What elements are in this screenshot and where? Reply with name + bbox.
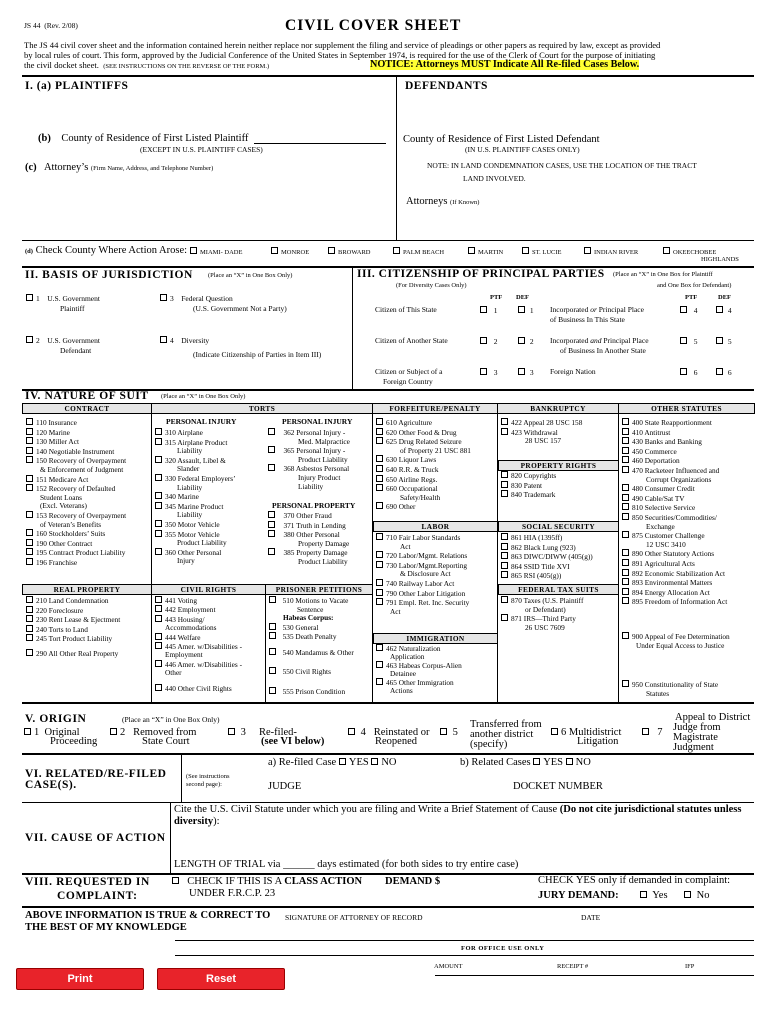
habeas-label: Habeas Corpus: [283, 613, 334, 623]
list-item[interactable]: 153 Recovery of Overpayment [26, 511, 126, 521]
citizenship-note-2: and One Box for Defendant) [657, 282, 732, 289]
list-item[interactable]: 355 Motor Vehicle [155, 530, 236, 540]
origin-5-a: Transferred from [470, 719, 542, 730]
social-security-header: SOCIAL SECURITY [498, 521, 619, 532]
r3-ptf2[interactable]: 6 [680, 368, 698, 377]
trial-length: LENGTH OF TRIAL via ______ days estimated (for both sides to try entire case) [174, 859, 519, 870]
citizen-another-state: Citizen of Another State [375, 336, 448, 345]
citizen-foreign: Citizen or Subject of a [375, 367, 443, 376]
jury-yes[interactable]: Yes [640, 891, 668, 902]
list-item[interactable]: 110 Insurance [26, 418, 126, 428]
list-item[interactable]: 470 Racketeer Influenced and [622, 466, 727, 476]
list-item[interactable]: 140 Negotiable Instrument [26, 447, 126, 457]
list-item-cont: & Enforcement of Judgment [40, 464, 124, 474]
intro-line-1: The JS 44 civil cover sheet and the information contained herein neither replace nor supplement the filing and service of pleadings or other papers as required by law, except as provided [24, 40, 661, 50]
list-item-cont: Sentence [297, 604, 324, 614]
list-item[interactable]: 310 Airplane [155, 428, 236, 438]
list-item[interactable]: 875 Customer Challenge [622, 531, 727, 541]
jury-no[interactable]: No [684, 891, 709, 902]
county-miami[interactable]: MIAMI- DADE [190, 247, 242, 257]
county-broward[interactable]: BROWARD [328, 247, 371, 257]
list-item-cont: Statutes [646, 688, 670, 698]
list-item[interactable]: 690 Other [376, 502, 471, 512]
immigration-header: IMMIGRATION [373, 633, 498, 644]
list-item[interactable]: 410 Antitrust [622, 428, 727, 438]
list-item-cont: 28 USC 157 [525, 436, 562, 446]
list-item[interactable]: 362 Personal Injury - [268, 428, 350, 438]
list-item[interactable]: 630 Liquor Laws [376, 455, 471, 465]
amount-label: AMOUNT [434, 963, 463, 970]
list-item[interactable]: 190 Other Contract [26, 539, 126, 549]
r3-def2[interactable]: 6 [716, 368, 732, 377]
county-okeechobee[interactable]: OKEECHOBEE [663, 247, 716, 257]
list-item[interactable]: 550 Civil Rights [269, 667, 354, 677]
notice: NOTICE: Attorneys MUST Indicate All Re-filed Cases Below. [370, 59, 640, 70]
property-rights-list [501, 471, 556, 500]
list-item-cont: Detainee [390, 669, 416, 678]
intro-line-2: by local rules of court. This form, approved by the Judicial Conference of the United States in September 1974, is required for the use of the Clerk of Court for the purpose of initiating [24, 50, 656, 60]
list-item-cont: Accommodations [165, 623, 217, 633]
r3-ptf[interactable]: 3 [480, 368, 498, 377]
docket-label: DOCKET NUMBER [513, 781, 603, 792]
list-item[interactable]: 230 Rent Lease & Ejectment [26, 615, 120, 625]
list-item[interactable]: 400 State Reapportionment [622, 418, 727, 428]
labor-list [376, 533, 469, 616]
list-item-cont: Liability [177, 482, 203, 492]
r2-corp: Incorporated and Principal Place [550, 336, 649, 345]
r2-corp-sub: of Business In Another State [560, 346, 646, 355]
pi-header: PERSONAL INJURY [166, 417, 237, 426]
list-item-cont: Product Liability [177, 538, 227, 548]
list-item[interactable]: 462 Naturalization [376, 644, 462, 653]
list-item-cont: or Defendant) [525, 604, 566, 614]
prisoner-header: PRISONER PETITIONS [265, 584, 373, 595]
federal-tax-list [501, 596, 583, 632]
pp-list [268, 511, 349, 567]
list-item[interactable]: 861 HIA (1395ff) [501, 533, 593, 543]
requested-heading: VIII. REQUESTED IN [25, 876, 150, 888]
list-item-cont: Corrupt Organizations [646, 474, 712, 484]
list-item[interactable]: 555 Prison Condition [269, 687, 354, 697]
page-title: CIVIL COVER SHEET [285, 17, 462, 34]
list-item[interactable]: 950 Constitutionality of State [622, 680, 718, 690]
list-item[interactable]: 444 Welfare [155, 633, 242, 642]
cause-heading: VII. CAUSE OF ACTION [25, 832, 166, 844]
federal-tax-header: FEDERAL TAX SUITS [498, 584, 619, 595]
list-item[interactable]: 650 Airline Regs. [376, 475, 471, 485]
origin-7-b: Judge from [673, 722, 721, 733]
list-item-cont: Actions [390, 686, 413, 695]
list-item[interactable]: 152 Recovery of Defaulted [26, 484, 126, 494]
county-monroe[interactable]: MONROE [271, 247, 309, 257]
origin-5-c: (specify) [470, 739, 508, 750]
r1-def2[interactable]: 4 [716, 306, 732, 315]
list-item[interactable]: 443 Housing/ [155, 615, 242, 624]
r3-def[interactable]: 3 [518, 368, 534, 377]
r2-def[interactable]: 2 [518, 337, 534, 346]
list-item-cont: Liability [298, 481, 324, 491]
origin-2-sub: State Court [142, 736, 190, 747]
origin-5-b: another district [470, 729, 534, 740]
forfeiture-header: FORFEITURE/PENALTY [372, 403, 498, 414]
list-item[interactable]: 360 Other Personal [155, 548, 236, 558]
list-item[interactable]: 862 Black Lung (923) [501, 543, 593, 553]
citizenship-heading: III. CITIZENSHIP OF PRINCIPAL PARTIES [357, 268, 605, 280]
list-item[interactable]: 442 Employment [155, 605, 242, 614]
jurisdiction-opt-1-sub: Plaintiff [60, 304, 85, 313]
origin-7[interactable]: 7 [642, 728, 663, 739]
signature-label: SIGNATURE OF ATTORNEY OF RECORD [285, 913, 423, 922]
list-item[interactable]: 160 Stockholders’ Suits [26, 529, 126, 539]
origin-4[interactable]: 4 Reinstated or [348, 728, 429, 739]
contract-list [26, 418, 126, 568]
jurisdiction-opt-3-sub: (U.S. Government Not a Party) [193, 304, 287, 313]
land-note-1: NOTE: IN LAND CONDEMNATION CASES, USE THE LOCATION OF THE TRACT [427, 161, 697, 170]
above-info-1: ABOVE INFORMATION IS TRUE & CORRECT TO [25, 910, 271, 921]
related-heading: VI. RELATED/RE-FILED [25, 768, 167, 780]
origin-7-d: Judgment [673, 742, 714, 753]
list-item-cont: Property Damage [298, 538, 350, 548]
defendant-county-note: (IN U.S. PLAINTIFF CASES ONLY) [465, 145, 580, 154]
ptf-header-2: PTF [685, 294, 698, 301]
list-item[interactable]: 365 Personal Injury - [268, 446, 350, 456]
origin-3-sub: (see VI below) [261, 736, 325, 747]
r2-ptf2[interactable]: 5 [680, 337, 698, 346]
county-indian-river[interactable]: INDIAN RIVER [584, 247, 638, 257]
county-palm-beach[interactable]: PALM BEACH [393, 247, 444, 257]
list-item[interactable]: 894 Energy Allocation Act [622, 588, 727, 598]
list-item[interactable]: 340 Marine [155, 492, 236, 502]
list-item[interactable]: 864 SSID Title XVI [501, 562, 593, 572]
list-item[interactable]: 450 Commerce [622, 447, 727, 457]
origin-6-sub: Litigation [577, 736, 619, 747]
list-item[interactable]: 430 Banks and Banking [622, 437, 727, 447]
list-item[interactable]: 330 Federal Employers’ [155, 474, 236, 484]
list-item[interactable]: 320 Assault, Libel & [155, 456, 236, 466]
county-st-lucie[interactable]: ST. LUCIE [522, 247, 562, 257]
real-property-header: REAL PROPERTY [22, 584, 152, 595]
pi2-list [268, 428, 350, 491]
list-item[interactable]: 422 Appeal 28 USC 158 [501, 418, 582, 428]
r2-def2[interactable]: 5 [716, 337, 732, 346]
list-item[interactable]: 610 Agriculture [376, 418, 471, 428]
list-item[interactable]: 900 Appeal of Fee Determination [622, 632, 730, 642]
list-item[interactable]: 891 Agricultural Acts [622, 559, 727, 569]
origin-3[interactable]: 3 Re-filed- [228, 728, 297, 739]
jury-demand-label: JURY DEMAND: [538, 890, 619, 901]
list-item[interactable]: 710 Fair Labor Standards [376, 533, 469, 543]
list-item[interactable]: 640 R.R. & Truck [376, 465, 471, 475]
citizenship-note-1: (Place an “X” in One Box for Plaintiff [613, 271, 713, 278]
plaintiff-county-field[interactable] [254, 143, 386, 144]
list-item[interactable]: 460 Deportation [622, 456, 727, 466]
list-item-cont: Student Loans [40, 492, 82, 502]
list-item[interactable]: 871 IRS—Third Party [501, 614, 583, 624]
related-heading-2: CASE(S). [25, 779, 77, 791]
list-item[interactable]: 290 All Other Real Property [26, 649, 120, 659]
list-item[interactable]: 350 Motor Vehicle [155, 520, 236, 530]
list-item[interactable]: 863 DIWC/DIWW (405(g)) [501, 552, 593, 562]
origin-7-c: Magistrate [673, 732, 718, 743]
ptf-header: PTF [490, 294, 503, 301]
list-item-cont: Med. Malpractice [298, 436, 350, 446]
list-item[interactable]: 625 Drug Related Seizure [376, 437, 471, 447]
plaintiff-county-note: (EXCEPT IN U.S. PLAINTIFF CASES) [140, 145, 263, 154]
origin-7-a: Appeal to District [675, 712, 751, 723]
land-note-2: LAND INVOLVED. [463, 174, 526, 183]
defendant-attorney-label: Attorneys (If Known) [406, 196, 480, 207]
prisoner-list [269, 596, 354, 697]
list-item[interactable]: 893 Environmental Matters [622, 578, 727, 588]
origin-1[interactable]: 1 Original [24, 728, 80, 739]
list-item[interactable]: 720 Labor/Mgmt. Relations [376, 551, 469, 561]
citizenship-diversity-note: (For Diversity Cases Only) [396, 282, 467, 289]
bankruptcy-header: BANKRUPTCY [497, 403, 619, 414]
list-item-cont: Exchange [646, 521, 675, 531]
jurisdiction-opt-3[interactable]: 3 Federal Question [160, 294, 233, 303]
nature-heading: IV. NATURE OF SUIT [25, 390, 149, 402]
list-item[interactable]: 740 Railway Labor Act [376, 579, 469, 589]
plaintiff-county-label: (b) County of Residence of First Listed Plaintiff [38, 133, 249, 144]
origin-note: (Place an “X” in One Box Only) [122, 715, 220, 724]
other-statutes-list-3 [622, 680, 718, 698]
citizen-this-state: Citizen of This State [375, 305, 437, 314]
class-action-sub: UNDER F.R.C.P. 23 [189, 888, 276, 899]
jurisdiction-opt-1[interactable]: 1 U.S. Government [26, 294, 100, 303]
intro-line-3: the civil docket sheet. (SEE INSTRUCTIONS ON THE REVERSE OF THE FORM.) [24, 60, 270, 70]
def-header: DEF [516, 294, 529, 301]
list-item-cont: Application [390, 652, 425, 661]
print-button[interactable]: Print [16, 968, 144, 990]
defendant-county-label: County of Residence of First Listed Defendant [403, 134, 600, 145]
related-instr-1: (See instructions [186, 773, 230, 780]
list-item[interactable]: 895 Freedom of Information Act [622, 597, 727, 607]
attorney-label: (c) Attorney’s (Firm Name, Address, and Telephone Number) [25, 162, 214, 173]
civil-rights-header: CIVIL RIGHTS [151, 584, 266, 595]
forfeiture-list [376, 418, 471, 512]
county-highlands: HIGHLANDS [701, 256, 739, 263]
r1-ptf2[interactable]: 4 [680, 306, 698, 315]
date-label: DATE [581, 913, 601, 922]
jurisdiction-heading: II. BASIS OF JURISDICTION [25, 269, 193, 281]
other-statutes-header: OTHER STATUTES [618, 403, 755, 414]
list-item[interactable]: 446 Amer. w/Disabilities - [155, 660, 242, 669]
r1-def[interactable]: 1 [518, 306, 534, 315]
pp-header: PERSONAL PROPERTY [272, 501, 356, 510]
pi1-list [155, 428, 236, 566]
cause-cite-2: diversity): [174, 816, 220, 827]
list-item[interactable]: 445 Amer. w/Disabilities - [155, 642, 242, 651]
list-item[interactable]: 490 Cable/Sat TV [622, 494, 727, 504]
list-item[interactable]: 810 Selective Service [622, 503, 727, 513]
list-item[interactable]: 480 Consumer Credit [622, 484, 727, 494]
r1-corp: Incorporated or Principal Place [550, 305, 644, 314]
list-item[interactable]: 195 Contract Product Liability [26, 548, 126, 558]
list-item[interactable]: 120 Marine [26, 428, 126, 438]
list-item[interactable]: 151 Medicare Act [26, 475, 126, 485]
jurisdiction-note: (Place an “X” in One Box Only) [208, 272, 293, 279]
list-item-cont: Injury [177, 556, 195, 566]
related-instr-2: second page): [186, 781, 222, 788]
other-statutes-list [622, 418, 727, 607]
social-security-list [501, 533, 593, 581]
list-item-cont: 12 USC 3410 [646, 539, 686, 549]
list-item[interactable]: 850 Securities/Commodities/ [622, 513, 727, 523]
above-info-2: THE BEST OF MY KNOWLEDGE [25, 922, 187, 933]
list-item[interactable]: 540 Mandamus & Other [269, 648, 354, 658]
list-item-cont: Product Liability [298, 454, 348, 464]
list-item[interactable]: 530 General [269, 623, 354, 633]
list-item[interactable]: 840 Trademark [501, 490, 556, 500]
demand-label: DEMAND $ [385, 876, 441, 887]
list-item[interactable]: 820 Copyrights [501, 471, 556, 481]
list-item[interactable]: 240 Torts to Land [26, 625, 120, 635]
county-arose-label: (d) Check County Where Action Arose: [25, 245, 188, 256]
r2-ptf[interactable]: 2 [480, 337, 498, 346]
ifp-label: IFP [685, 963, 695, 970]
list-item[interactable]: 196 Franchise [26, 558, 126, 568]
list-item[interactable]: 150 Recovery of Overpayment [26, 456, 126, 466]
list-item-cont: (Excl. Veterans) [40, 501, 87, 511]
list-item-cont: & Disclosure Act [400, 569, 451, 579]
real-property-list [26, 596, 120, 659]
origin-heading: V. ORIGIN [25, 713, 87, 725]
judge-label: JUDGE [268, 781, 302, 792]
list-item-cont: of Veteran’s Benefits [40, 519, 102, 529]
list-item[interactable]: 380 Other Personal [268, 530, 349, 540]
list-item[interactable]: 423 Withdrawal [501, 428, 582, 438]
list-item-cont: Under Equal Access to Justice [636, 640, 725, 650]
list-item[interactable]: 463 Habeas Corpus-Alien [376, 661, 462, 670]
list-item-cont: Act [400, 541, 411, 551]
reset-button[interactable]: Reset [157, 968, 285, 990]
list-item[interactable]: 245 Tort Product Liability [26, 634, 120, 644]
cause-cite: Cite the U.S. Civil Statute under which you are filing and Write a Brief Statement of Cause (Do not cite jurisdictional statutes unless [174, 804, 742, 815]
list-item[interactable]: 441 Voting [155, 596, 242, 605]
jurisdiction-opt-2-sub: Defendant [60, 346, 92, 355]
list-item[interactable]: 620 Other Food & Drug [376, 428, 471, 438]
list-item-cont: Injury Product [298, 472, 341, 482]
form-id: JS 44 (Rev. 2/08) [24, 21, 78, 30]
jurisdiction-opt-4[interactable]: 4 Diversity [160, 336, 209, 345]
origin-4-sub: Reopened [375, 736, 417, 747]
list-item[interactable]: 790 Other Labor Litigation [376, 589, 469, 599]
list-item[interactable]: 865 RSI (405(g)) [501, 571, 593, 581]
list-item[interactable]: 791 Empl. Ret. Inc. Security [376, 598, 469, 608]
list-item[interactable]: 210 Land Condemnation [26, 596, 120, 606]
list-item[interactable]: 892 Economic Stabilization Act [622, 569, 727, 579]
r1-corp-sub: of Business In This State [550, 315, 625, 324]
origin-6[interactable]: 6 Multidistrict [551, 728, 621, 739]
jurisdiction-opt-2[interactable]: 2 U.S. Government [26, 336, 100, 345]
list-item[interactable]: 535 Death Penalty [269, 632, 354, 642]
receipt-label: RECEIPT # [557, 963, 589, 970]
def-header-2: DEF [718, 294, 731, 301]
list-item-cont: Product Liability [298, 556, 348, 566]
list-item[interactable]: 830 Patent [501, 481, 556, 491]
list-item[interactable]: 220 Foreclosure [26, 606, 120, 616]
refiled-case-row: a) Re-filed Case YES NO [268, 757, 397, 768]
list-item[interactable]: 130 Miller Act [26, 437, 126, 447]
citizen-foreign-sub: Foreign Country [383, 377, 433, 386]
list-item[interactable]: 510 Motions to Vacate [269, 596, 354, 606]
list-item-cont: 26 USC 7609 [525, 622, 565, 632]
list-item-cont: Liability [177, 446, 203, 456]
r1-ptf[interactable]: 1 [480, 306, 498, 315]
bankruptcy-list [501, 418, 582, 446]
list-item-cont: of Property 21 USC 881 [400, 445, 471, 455]
defendants-heading: DEFENDANTS [405, 80, 488, 92]
origin-2[interactable]: 2 Removed from [110, 728, 196, 739]
plaintiffs-heading: I. (a) PLAINTIFFS [25, 80, 129, 92]
list-item-cont: Liability [177, 510, 203, 520]
list-item-cont: Other [165, 668, 182, 678]
list-item[interactable]: 368 Asbestos Personal [268, 464, 350, 474]
list-item-cont: Employment [165, 650, 203, 660]
list-item[interactable]: 315 Airplane Product [155, 438, 236, 448]
list-item-cont: Slander [177, 464, 200, 474]
immigration-list [376, 644, 462, 695]
other-statutes-list-2 [622, 632, 730, 650]
jurisdiction-opt-4-sub: (Indicate Citizenship of Parties in Item III) [193, 350, 322, 359]
requested-heading-2: COMPLAINT: [57, 890, 138, 902]
check-yes-label: CHECK YES only if demanded in complaint: [538, 875, 731, 886]
list-item[interactable]: 730 Labor/Mgmt.Reporting [376, 561, 469, 571]
property-rights-header: PROPERTY RIGHTS [498, 460, 619, 471]
county-martin[interactable]: MARTIN [468, 247, 503, 257]
nature-note: (Place an “X” in One Box Only) [161, 393, 246, 400]
list-item[interactable]: 440 Other Civil Rights [155, 684, 242, 693]
list-item[interactable]: 385 Property Damage [268, 548, 349, 558]
labor-header: LABOR [373, 521, 498, 532]
list-item-cont: Safety/Health [400, 492, 441, 502]
list-item[interactable]: 370 Other Fraud [268, 511, 349, 521]
related-cases-row: b) Related Cases YES NO [460, 757, 591, 768]
torts-header: TORTS [151, 403, 373, 414]
civil-rights-list [155, 596, 242, 693]
list-item[interactable]: 345 Marine Product [155, 502, 236, 512]
list-item[interactable]: 371 Truth in Lending [268, 521, 349, 531]
list-item[interactable]: 660 Occupational [376, 484, 471, 494]
origin-1-sub: Proceeding [50, 736, 98, 747]
office-use: FOR OFFICE USE ONLY [461, 945, 545, 952]
list-item[interactable]: 465 Other Immigration [376, 678, 462, 687]
r3-foreign-nation: Foreign Nation [550, 367, 596, 376]
origin-5[interactable]: 5 [440, 728, 458, 739]
list-item[interactable]: 870 Taxes (U.S. Plaintiff [501, 596, 583, 606]
list-item-cont: Act [390, 606, 401, 616]
class-action-check[interactable]: CHECK IF THIS IS A CLASS ACTION [172, 877, 362, 888]
pi2-header: PERSONAL INJURY [282, 417, 353, 426]
list-item[interactable]: 890 Other Statutory Actions [622, 549, 727, 559]
contract-header: CONTRACT [22, 403, 152, 414]
